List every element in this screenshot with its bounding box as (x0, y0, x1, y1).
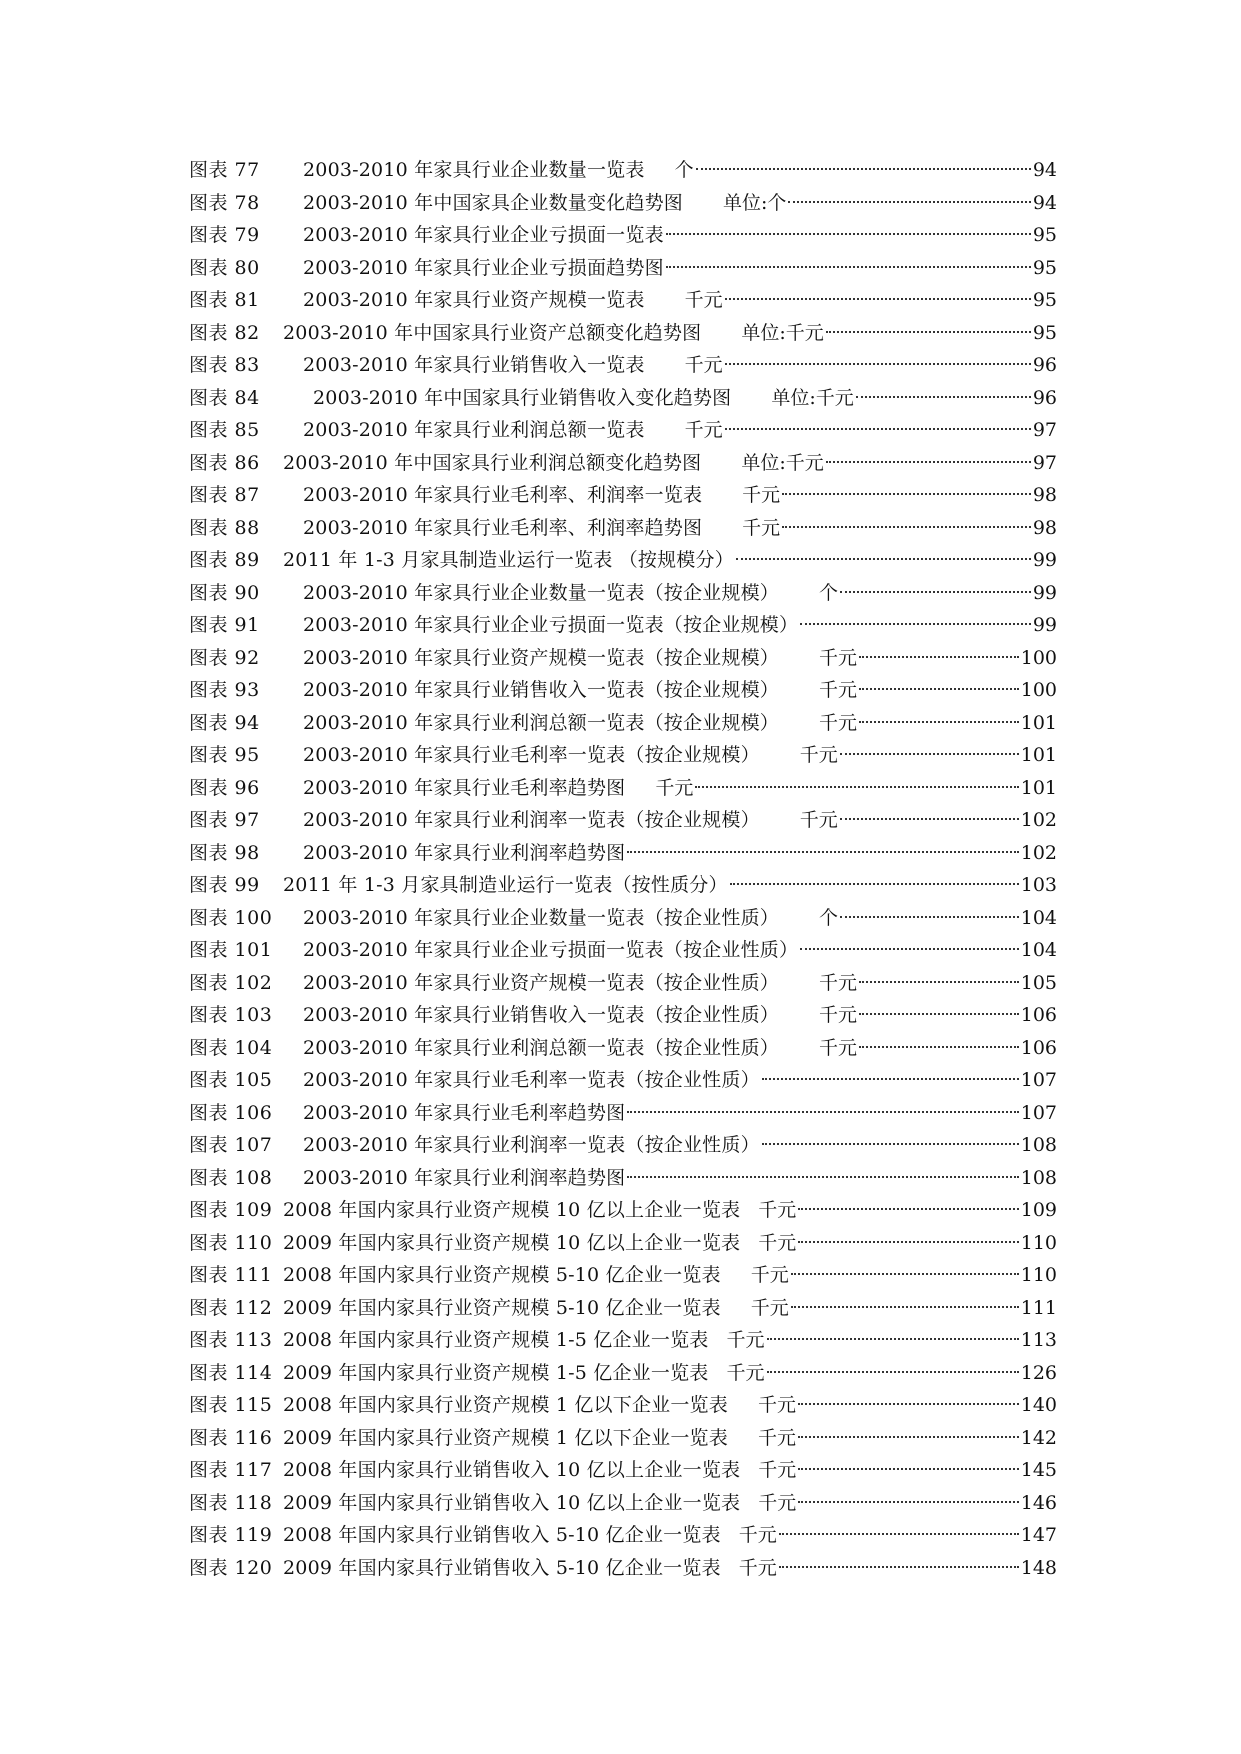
dot-leader (798, 1208, 1018, 1210)
dot-leader (859, 1046, 1019, 1048)
dot-leader (826, 461, 1031, 463)
page-number: 108 (1020, 1134, 1057, 1156)
figure-label: 图表 77 (189, 159, 260, 181)
figure-title: 2003-2010 年家具行业利润率趋势图 (303, 841, 626, 864)
page-number: 94 (1032, 191, 1057, 214)
figure-title: 2009 年国内家具行业资产规模 5-10 亿企业一览表 (283, 1296, 721, 1319)
page-number: 147 (1020, 1524, 1057, 1546)
toc-entry (189, 837, 1057, 870)
dot-leader (767, 1371, 1019, 1373)
page-number: 148 (1020, 1556, 1057, 1579)
figure-list (189, 154, 1057, 1584)
figure-unit: 千元 (818, 646, 857, 669)
dot-leader (762, 1143, 1019, 1145)
dot-leader (798, 1436, 1019, 1438)
toc-entry (189, 642, 1057, 675)
figure-label: 图表 88 (189, 516, 260, 539)
page-number: 107 (1020, 1101, 1057, 1124)
page-number: 99 (1032, 614, 1057, 636)
figure-label: 图表 93 (189, 679, 260, 701)
page-number: 110 (1020, 1231, 1057, 1254)
dot-leader (696, 168, 1031, 170)
dot-leader (736, 558, 1031, 560)
figure-label: 图表 102 (189, 971, 273, 994)
figure-title: 2003-2010 年家具行业企业数量一览表 (303, 159, 645, 181)
dot-leader (798, 1241, 1018, 1243)
dot-leader (840, 818, 1019, 820)
figure-label: 图表 92 (189, 646, 260, 669)
figure-unit: 单位:千元 (771, 386, 854, 409)
figure-unit: 千元 (726, 1361, 765, 1384)
toc-entry (189, 1292, 1057, 1325)
toc-entry (189, 609, 1057, 642)
figure-title: 2003-2010 年家具行业企业亏损面一览表（按企业规模） (303, 614, 799, 636)
figure-title: 2011 年 1-3 月家具制造业运行一览表（按性质分） (283, 874, 728, 896)
figure-label: 图表 114 (189, 1361, 273, 1384)
toc-entry (189, 1097, 1057, 1130)
figure-label: 图表 78 (189, 191, 260, 214)
dot-leader (798, 1501, 1018, 1503)
toc-entry (189, 967, 1057, 1000)
toc-entry (189, 902, 1057, 935)
figure-title: 2009 年国内家具行业资产规模 1 亿以下企业一览表 (283, 1426, 728, 1449)
toc-entry (189, 1357, 1057, 1390)
figure-title: 2008 年国内家具行业销售收入 10 亿以上企业一览表 (283, 1459, 741, 1481)
figure-label: 图表 115 (189, 1394, 273, 1416)
toc-entry (189, 804, 1057, 837)
toc-entry (189, 349, 1057, 382)
figure-label: 图表 90 (189, 581, 260, 604)
figure-title: 2003-2010 年家具行业毛利率趋势图 (303, 1101, 626, 1124)
figure-unit: 千元 (758, 1491, 797, 1514)
figure-unit: 千元 (750, 1296, 789, 1319)
toc-entry (189, 544, 1057, 577)
figure-unit: 千元 (757, 1394, 796, 1416)
figure-title: 2003-2010 年家具行业利润总额一览表（按企业性质） (303, 1036, 779, 1059)
figure-unit: 千元 (742, 484, 781, 506)
figure-unit: 千元 (684, 419, 723, 441)
page-number: 102 (1020, 809, 1057, 831)
figure-title: 2003-2010 年家具行业利润总额一览表（按企业规模） (303, 711, 779, 734)
dot-leader (800, 623, 1031, 625)
dot-leader (762, 1078, 1019, 1080)
figure-unit: 千元 (818, 679, 857, 701)
figure-label: 图表 97 (189, 809, 260, 831)
page-number: 94 (1032, 159, 1057, 181)
figure-title: 2003-2010 年家具行业利润率一览表（按企业性质） (303, 1134, 760, 1156)
figure-label: 图表 79 (189, 224, 260, 246)
figure-title: 2011 年 1-3 月家具制造业运行一览表 （按规模分） (283, 549, 734, 571)
toc-entry (189, 1227, 1057, 1260)
toc-entry (189, 1422, 1057, 1455)
figure-title: 2003-2010 年中国家具企业数量变化趋势图 (303, 191, 683, 214)
toc-entry (189, 999, 1057, 1032)
figure-label: 图表 82 (189, 321, 260, 344)
figure-label: 图表 84 (189, 386, 260, 409)
toc-entry (189, 1552, 1057, 1585)
figure-title: 2003-2010 年家具行业资产规模一览表（按企业规模） (303, 646, 779, 669)
figure-title: 2003-2010 年家具行业利润总额一览表 (303, 419, 645, 441)
figure-unit: 千元 (757, 1426, 796, 1449)
dot-leader (666, 266, 1031, 268)
figure-title: 2008 年国内家具行业资产规模 1 亿以下企业一览表 (283, 1394, 728, 1416)
figure-title: 2009 年国内家具行业资产规模 10 亿以上企业一览表 (283, 1231, 741, 1254)
dot-leader (859, 981, 1019, 983)
toc-entry (189, 154, 1057, 187)
dot-leader (779, 1533, 1019, 1535)
dot-leader (856, 396, 1031, 398)
figure-label: 图表 99 (189, 874, 260, 896)
dot-leader (782, 493, 1031, 495)
dot-leader (725, 428, 1031, 430)
figure-unit: 单位:千元 (741, 321, 824, 344)
figure-label: 图表 117 (189, 1459, 273, 1481)
figure-label: 图表 103 (189, 1004, 273, 1026)
figure-title: 2009 年国内家具行业销售收入 5-10 亿企业一览表 (283, 1556, 721, 1579)
page-number: 106 (1020, 1004, 1057, 1026)
figure-unit: 个 (818, 906, 838, 929)
dot-leader (725, 298, 1031, 300)
page-number: 97 (1032, 451, 1057, 474)
dot-leader (840, 591, 1031, 593)
toc-entry (189, 1162, 1057, 1195)
toc-entry (189, 1129, 1057, 1162)
toc-entry (189, 739, 1057, 772)
dot-leader (779, 1566, 1019, 1568)
toc-entry (189, 479, 1057, 512)
toc-entry (189, 869, 1057, 902)
figure-label: 图表 80 (189, 256, 260, 279)
figure-unit: 千元 (655, 776, 694, 799)
page-number: 100 (1020, 679, 1057, 701)
page-number: 109 (1020, 1199, 1057, 1221)
figure-label: 图表 100 (189, 906, 273, 929)
toc-entry (189, 934, 1057, 967)
toc-entry (189, 1324, 1057, 1357)
toc-entry (189, 1064, 1057, 1097)
figure-label: 图表 85 (189, 419, 260, 441)
figure-label: 图表 106 (189, 1101, 273, 1124)
page-number: 107 (1020, 1069, 1057, 1091)
figure-label: 图表 86 (189, 451, 260, 474)
toc-entry (189, 1487, 1057, 1520)
page-number: 98 (1032, 484, 1057, 506)
dot-leader (666, 233, 1031, 235)
figure-unit: 单位:个 (722, 191, 787, 214)
figure-unit: 千元 (738, 1524, 777, 1546)
page-number: 142 (1020, 1426, 1057, 1449)
figure-label: 图表 109 (189, 1199, 273, 1221)
page-number: 101 (1020, 776, 1057, 799)
figure-label: 图表 87 (189, 484, 260, 506)
toc-entry (189, 447, 1057, 480)
page-number: 146 (1020, 1491, 1057, 1514)
dot-leader (695, 786, 1018, 788)
figure-label: 图表 104 (189, 1036, 273, 1059)
dot-leader (627, 1176, 1018, 1178)
figure-label: 图表 107 (189, 1134, 273, 1156)
dot-leader (826, 331, 1031, 333)
figure-label: 图表 112 (189, 1296, 273, 1319)
toc-entry (189, 1519, 1057, 1552)
page-number: 98 (1032, 516, 1057, 539)
dot-leader (725, 363, 1031, 365)
toc-entry (189, 1194, 1057, 1227)
page-number: 111 (1020, 1296, 1057, 1319)
page-number: 110 (1020, 1264, 1057, 1286)
figure-unit: 个 (818, 581, 838, 604)
figure-unit: 千元 (726, 1329, 765, 1351)
figure-title: 2003-2010 年家具行业利润率趋势图 (303, 1166, 626, 1189)
toc-entry (189, 252, 1057, 285)
page-number: 103 (1020, 874, 1057, 896)
dot-leader (627, 1111, 1018, 1113)
figure-unit: 千元 (818, 1036, 857, 1059)
figure-title: 2008 年国内家具行业资产规模 1-5 亿企业一览表 (283, 1329, 709, 1351)
dot-leader (859, 688, 1019, 690)
figure-unit: 千元 (758, 1199, 797, 1221)
figure-title: 2009 年国内家具行业销售收入 10 亿以上企业一览表 (283, 1491, 741, 1514)
figure-title: 2003-2010 年家具行业毛利率一览表（按企业规模） (303, 744, 760, 766)
page-number: 108 (1020, 1166, 1057, 1189)
toc-entry (189, 1259, 1057, 1292)
figure-label: 图表 94 (189, 711, 260, 734)
figure-title: 2003-2010 年家具行业毛利率一览表（按企业性质） (303, 1069, 760, 1091)
toc-entry (189, 1454, 1057, 1487)
page-number: 95 (1032, 224, 1057, 246)
figure-title: 2003-2010 年家具行业企业亏损面趋势图 (303, 256, 664, 279)
figure-label: 图表 83 (189, 354, 260, 376)
toc-entry (189, 414, 1057, 447)
figure-title: 2003-2010 年家具行业企业亏损面一览表（按企业性质） (303, 939, 799, 961)
figure-title: 2009 年国内家具行业资产规模 1-5 亿企业一览表 (283, 1361, 709, 1384)
figure-title: 2003-2010 年家具行业毛利率、利润率一览表 (303, 484, 703, 506)
toc-entry (189, 577, 1057, 610)
page-number: 95 (1032, 256, 1057, 279)
page-number: 95 (1032, 289, 1057, 311)
page-number: 126 (1020, 1361, 1057, 1384)
page-number: 101 (1020, 744, 1057, 766)
figure-label: 图表 120 (189, 1556, 273, 1579)
figure-unit: 千元 (758, 1231, 797, 1254)
dot-leader (800, 948, 1019, 950)
figure-unit: 单位:千元 (741, 451, 824, 474)
figure-title: 2003-2010 年家具行业企业数量一览表（按企业规模） (303, 581, 779, 604)
dot-leader (798, 1468, 1018, 1470)
figure-title: 2008 年国内家具行业资产规模 10 亿以上企业一览表 (283, 1199, 741, 1221)
figure-title: 2003-2010 年家具行业企业数量一览表（按企业性质） (303, 906, 779, 929)
page-number: 105 (1020, 971, 1057, 994)
figure-label: 图表 111 (189, 1264, 273, 1286)
page-number: 113 (1020, 1329, 1057, 1351)
figure-unit: 千元 (799, 809, 838, 831)
page-number: 95 (1032, 321, 1057, 344)
page-number: 96 (1032, 354, 1057, 376)
toc-entry (189, 1389, 1057, 1422)
figure-label: 图表 116 (189, 1426, 273, 1449)
figure-unit: 千元 (750, 1264, 789, 1286)
figure-label: 图表 101 (189, 939, 273, 961)
page-number: 101 (1020, 711, 1057, 734)
dot-leader (840, 753, 1019, 755)
dot-leader (859, 721, 1019, 723)
figure-unit: 千元 (818, 711, 857, 734)
figure-title: 2003-2010 年家具行业毛利率、利润率趋势图 (303, 516, 703, 539)
figure-label: 图表 91 (189, 614, 260, 636)
figure-title: 2003-2010 年家具行业资产规模一览表 (303, 289, 645, 311)
dot-leader (859, 656, 1019, 658)
figure-unit: 千元 (818, 1004, 857, 1026)
figure-title: 2003-2010 年家具行业销售收入一览表 (303, 354, 645, 376)
figure-label: 图表 81 (189, 289, 260, 311)
figure-unit: 千元 (742, 516, 781, 539)
toc-entry (189, 512, 1057, 545)
figure-unit: 千元 (758, 1459, 797, 1481)
figure-label: 图表 118 (189, 1491, 273, 1514)
dot-leader (782, 526, 1031, 528)
page-number: 104 (1020, 906, 1057, 929)
page-number: 106 (1020, 1036, 1057, 1059)
figure-unit: 千元 (799, 744, 838, 766)
page-number: 97 (1032, 419, 1057, 441)
figure-title: 2003-2010 年中国家具行业资产总额变化趋势图 (283, 321, 702, 344)
figure-title: 2003-2010 年家具行业销售收入一览表（按企业规模） (303, 679, 779, 701)
figure-title: 2003-2010 年家具行业利润率一览表（按企业规模） (303, 809, 760, 831)
figure-title: 2008 年国内家具行业资产规模 5-10 亿企业一览表 (283, 1264, 721, 1286)
figure-label: 图表 95 (189, 744, 260, 766)
figure-title: 2003-2010 年家具行业销售收入一览表（按企业性质） (303, 1004, 779, 1026)
figure-unit: 个 (674, 159, 694, 181)
figure-unit: 千元 (684, 354, 723, 376)
toc-entry (189, 1032, 1057, 1065)
toc-entry (189, 219, 1057, 252)
toc-entry (189, 284, 1057, 317)
dot-leader (730, 883, 1019, 885)
dot-leader (788, 201, 1030, 203)
toc-entry (189, 674, 1057, 707)
figure-unit: 千元 (818, 971, 857, 994)
figure-label: 图表 113 (189, 1329, 273, 1351)
figure-title: 2008 年国内家具行业销售收入 5-10 亿企业一览表 (283, 1524, 721, 1546)
toc-entry (189, 707, 1057, 740)
toc-entry (189, 382, 1057, 415)
toc-entry (189, 317, 1057, 350)
figure-label: 图表 110 (189, 1231, 273, 1254)
dot-leader (627, 851, 1018, 853)
page-number: 99 (1032, 581, 1057, 604)
dot-leader (791, 1306, 1019, 1308)
toc-entry (189, 772, 1057, 805)
page-number: 145 (1020, 1459, 1057, 1481)
figure-label: 图表 89 (189, 549, 260, 571)
figure-unit: 千元 (738, 1556, 777, 1579)
dot-leader (840, 916, 1019, 918)
page-number: 140 (1020, 1394, 1057, 1416)
figure-title: 2003-2010 年家具行业资产规模一览表（按企业性质） (303, 971, 779, 994)
page-number: 96 (1032, 386, 1057, 409)
figure-title: 2003-2010 年中国家具行业利润总额变化趋势图 (283, 451, 702, 474)
figure-label: 图表 105 (189, 1069, 273, 1091)
figure-title: 2003-2010 年家具行业毛利率趋势图 (303, 776, 626, 799)
figure-label: 图表 98 (189, 841, 260, 864)
figure-title: 2003-2010 年中国家具行业销售收入变化趋势图 (313, 386, 732, 409)
figure-title: 2003-2010 年家具行业企业亏损面一览表 (303, 224, 664, 246)
dot-leader (791, 1273, 1019, 1275)
dot-leader (798, 1403, 1019, 1405)
figure-unit: 千元 (684, 289, 723, 311)
figure-label: 图表 96 (189, 776, 260, 799)
figure-label: 图表 108 (189, 1166, 273, 1189)
page-number: 99 (1032, 549, 1057, 571)
page-number: 102 (1020, 841, 1057, 864)
page-number: 104 (1020, 939, 1057, 961)
dot-leader (767, 1338, 1019, 1340)
toc-entry (189, 187, 1057, 220)
figure-label: 图表 119 (189, 1524, 273, 1546)
dot-leader (859, 1013, 1019, 1015)
page-number: 100 (1020, 646, 1057, 669)
